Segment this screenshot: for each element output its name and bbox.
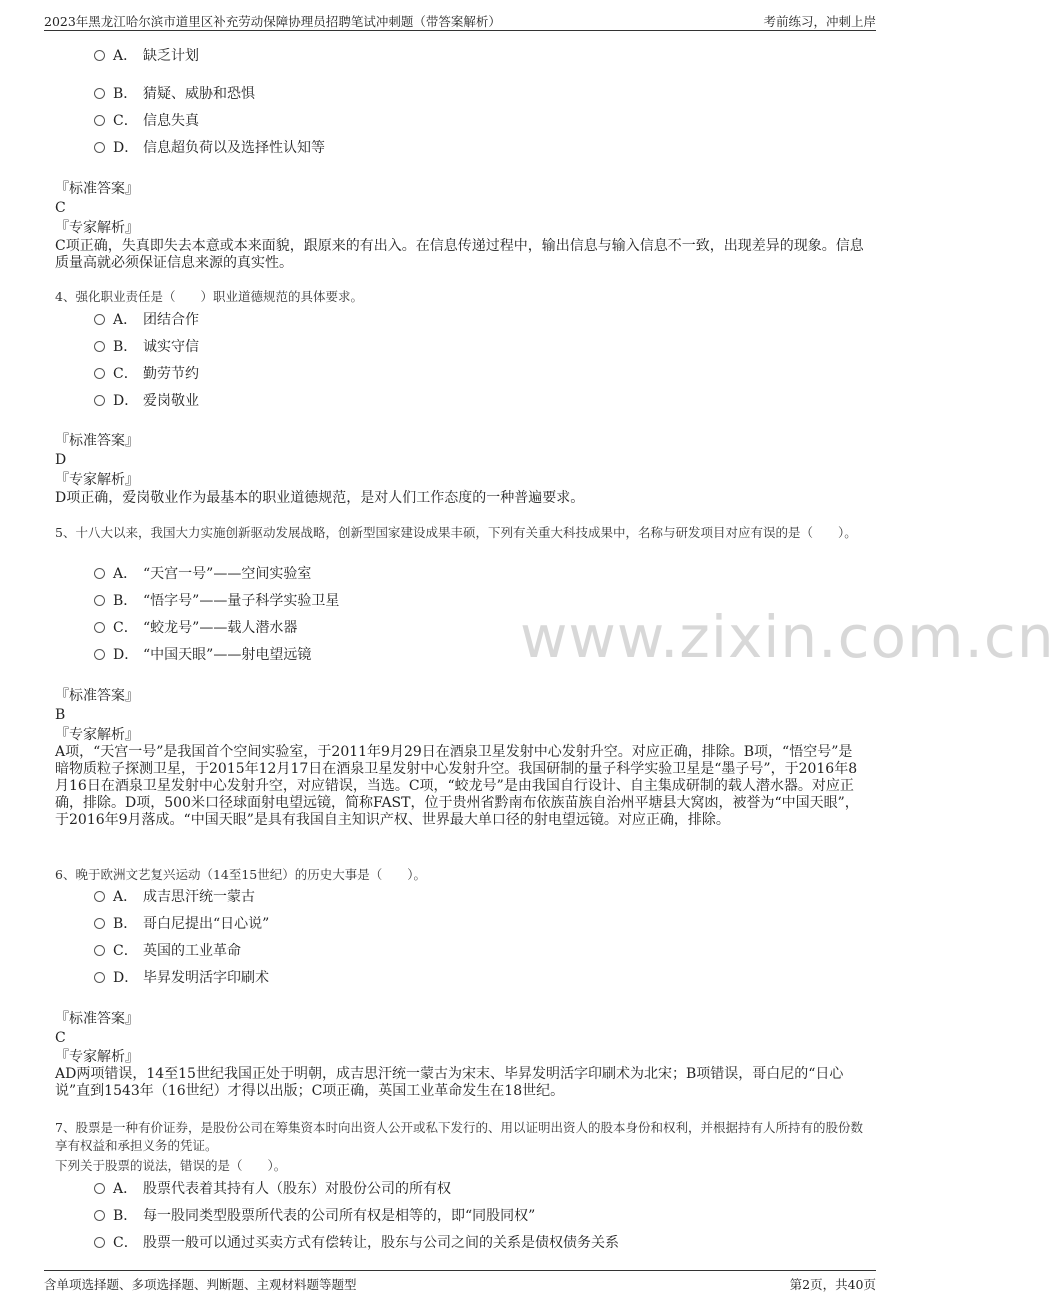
radio-icon[interactable] (94, 50, 105, 61)
q5-analysis: A项，“天宫一号”是我国首个空间实验室，于2011年9月29日在酒泉卫星发射中心发射升空。对应正确，排除。B项，“悟空号”是暗物质粒子探测卫星，于2015年12月17日在酒泉卫星发射中心发射升空。我国研制的量子科学实验卫星是“墨子号”，于2016年8月16日在酒泉卫星发射中心发射升空，对应错误，当选。C项，“蛟龙号”是由我国自行设计、自主集成研制的载人潜水器。对应正确，排除。D项，500米口径球面射电望远镜，简称FAST，位于贵州省黔南布依族苗族自治州平塘县大窝凼，被誉为“中国天眼”，于2016年9月落成。“中国天眼”是具有我国自主知识产权、世界最大单口径的射电望远镜。对应正确，排除。 (55, 744, 859, 828)
q5-option-d[interactable]: D． “中国天眼”——射电望远镜 (94, 645, 311, 665)
radio-icon[interactable] (94, 142, 105, 153)
q5-answer: B (55, 707, 66, 723)
radio-icon[interactable] (94, 88, 105, 99)
q6-answer: C (55, 1030, 66, 1046)
radio-icon[interactable] (94, 649, 105, 660)
q4-option-a[interactable]: A． 团结合作 (94, 310, 199, 330)
radio-icon[interactable] (94, 314, 105, 325)
radio-icon[interactable] (94, 595, 105, 606)
radio-icon[interactable] (94, 395, 105, 406)
radio-icon[interactable] (94, 945, 105, 956)
radio-icon[interactable] (94, 115, 105, 126)
radio-icon[interactable] (94, 891, 105, 902)
q6-option-b[interactable]: B． 哥白尼提出“日心说” (94, 914, 269, 934)
q4-option-c[interactable]: C． 勤劳节约 (94, 364, 199, 384)
radio-icon[interactable] (94, 568, 105, 579)
q7-option-c[interactable]: C． 股票一般可以通过买卖方式有偿转让，股东与公司之间的关系是债权债务关系 (94, 1233, 619, 1253)
answer-label: 『标准答案』 (55, 181, 139, 197)
header-slogan: 考前练习，冲刺上岸 (763, 14, 876, 29)
radio-icon[interactable] (94, 1237, 105, 1248)
analysis-label: 『专家解析』 (55, 1049, 139, 1065)
answer-label: 『标准答案』 (55, 1011, 139, 1027)
q3-analysis: C项正确，失真即失去本意或本来面貌，跟原来的有出入。在信息传递过程中，输出信息与输入信息不一致，出现差异的现象。信息质量高就必须保证信息来源的真实性。 (55, 238, 864, 271)
q6-option-d[interactable]: D． 毕昇发明活字印刷术 (94, 968, 269, 988)
radio-icon[interactable] (94, 368, 105, 379)
radio-icon[interactable] (94, 972, 105, 983)
q5-stem: 5、十八大以来，我国大力实施创新驱动发展战略，创新型国家建设成果丰硕，下列有关重大科技成果中，名称与研发项目对应有误的是（ ）。 (55, 525, 857, 540)
q3-option-c[interactable]: C． 信息失真 (94, 111, 199, 131)
q3-option-a[interactable]: A． 缺乏计划 (94, 46, 199, 66)
q4-stem: 4、强化职业责任是（ ）职业道德规范的具体要求。 (55, 289, 363, 304)
q4-answer: D (55, 452, 67, 468)
page-footer (44, 1270, 876, 1295)
page-header (44, 10, 876, 31)
q3-answer: C (55, 200, 66, 216)
q6-analysis: AD两项错误，14至15世纪我国正处于明朝，成吉思汗统一蒙古为宋末、毕昇发明活字印刷术为北宋；B项错误，哥白尼的“日心说”直到1543年（16世纪）才得以出版；C项正确，英国工业革命发生在18世纪。 (55, 1066, 844, 1099)
analysis-label: 『专家解析』 (55, 472, 139, 488)
radio-icon[interactable] (94, 1183, 105, 1194)
q6-option-c[interactable]: C． 英国的工业革命 (94, 941, 241, 961)
q7-stem: 7、股票是一种有价证券，是股份公司在筹集资本时向出资人公开或私下发行的、用以证明出资人的股本身份和权利，并根据持有人所持有的股份数享有权益和承担义务的凭证。 (55, 1120, 863, 1153)
q5-option-c[interactable]: C． “蛟龙号”——载人潜水器 (94, 618, 297, 638)
answer-label: 『标准答案』 (55, 688, 139, 704)
document-title: 2023年黑龙江哈尔滨市道里区补充劳动保障协理员招聘笔试冲刺题（带答案解析） (44, 14, 501, 29)
q4-analysis: D项正确，爱岗敬业作为最基本的职业道德规范，是对人们工作态度的一种普遍要求。 (55, 490, 585, 506)
analysis-label: 『专家解析』 (55, 220, 139, 236)
q3-option-b[interactable]: B． 猜疑、威胁和恐惧 (94, 84, 255, 104)
q6-stem: 6、晚于欧洲文艺复兴运动（14至15世纪）的历史大事是（ ）。 (55, 867, 427, 882)
q5-option-b[interactable]: B． “悟字号”——量子科学实验卫星 (94, 591, 339, 611)
q3-option-d[interactable]: D． 信息超负荷以及选择性认知等 (94, 138, 325, 158)
q5-option-a[interactable]: A． “天宫一号”——空间实验室 (94, 564, 311, 584)
q6-option-a[interactable]: A． 成吉思汗统一蒙古 (94, 887, 255, 907)
radio-icon[interactable] (94, 918, 105, 929)
q4-option-b[interactable]: B． 诚实守信 (94, 337, 199, 357)
q7-question: 下列关于股票的说法，错误的是（ ）。 (55, 1158, 287, 1173)
footer-note: 含单项选择题、多项选择题、判断题、主观材料题等题型 (44, 1277, 357, 1292)
q7-option-a[interactable]: A． 股票代表着其持有人（股东）对股份公司的所有权 (94, 1179, 451, 1199)
radio-icon[interactable] (94, 341, 105, 352)
analysis-label: 『专家解析』 (55, 727, 139, 743)
q7-option-b[interactable]: B． 每一股同类型股票所代表的公司所有权是相等的，即“同股同权” (94, 1206, 535, 1226)
answer-label: 『标准答案』 (55, 433, 139, 449)
q4-option-d[interactable]: D． 爱岗敬业 (94, 391, 199, 411)
page-number: 第2页，共40页 (789, 1277, 876, 1292)
radio-icon[interactable] (94, 1210, 105, 1221)
radio-icon[interactable] (94, 622, 105, 633)
watermark: www.zixin.com.cn (520, 603, 1055, 671)
